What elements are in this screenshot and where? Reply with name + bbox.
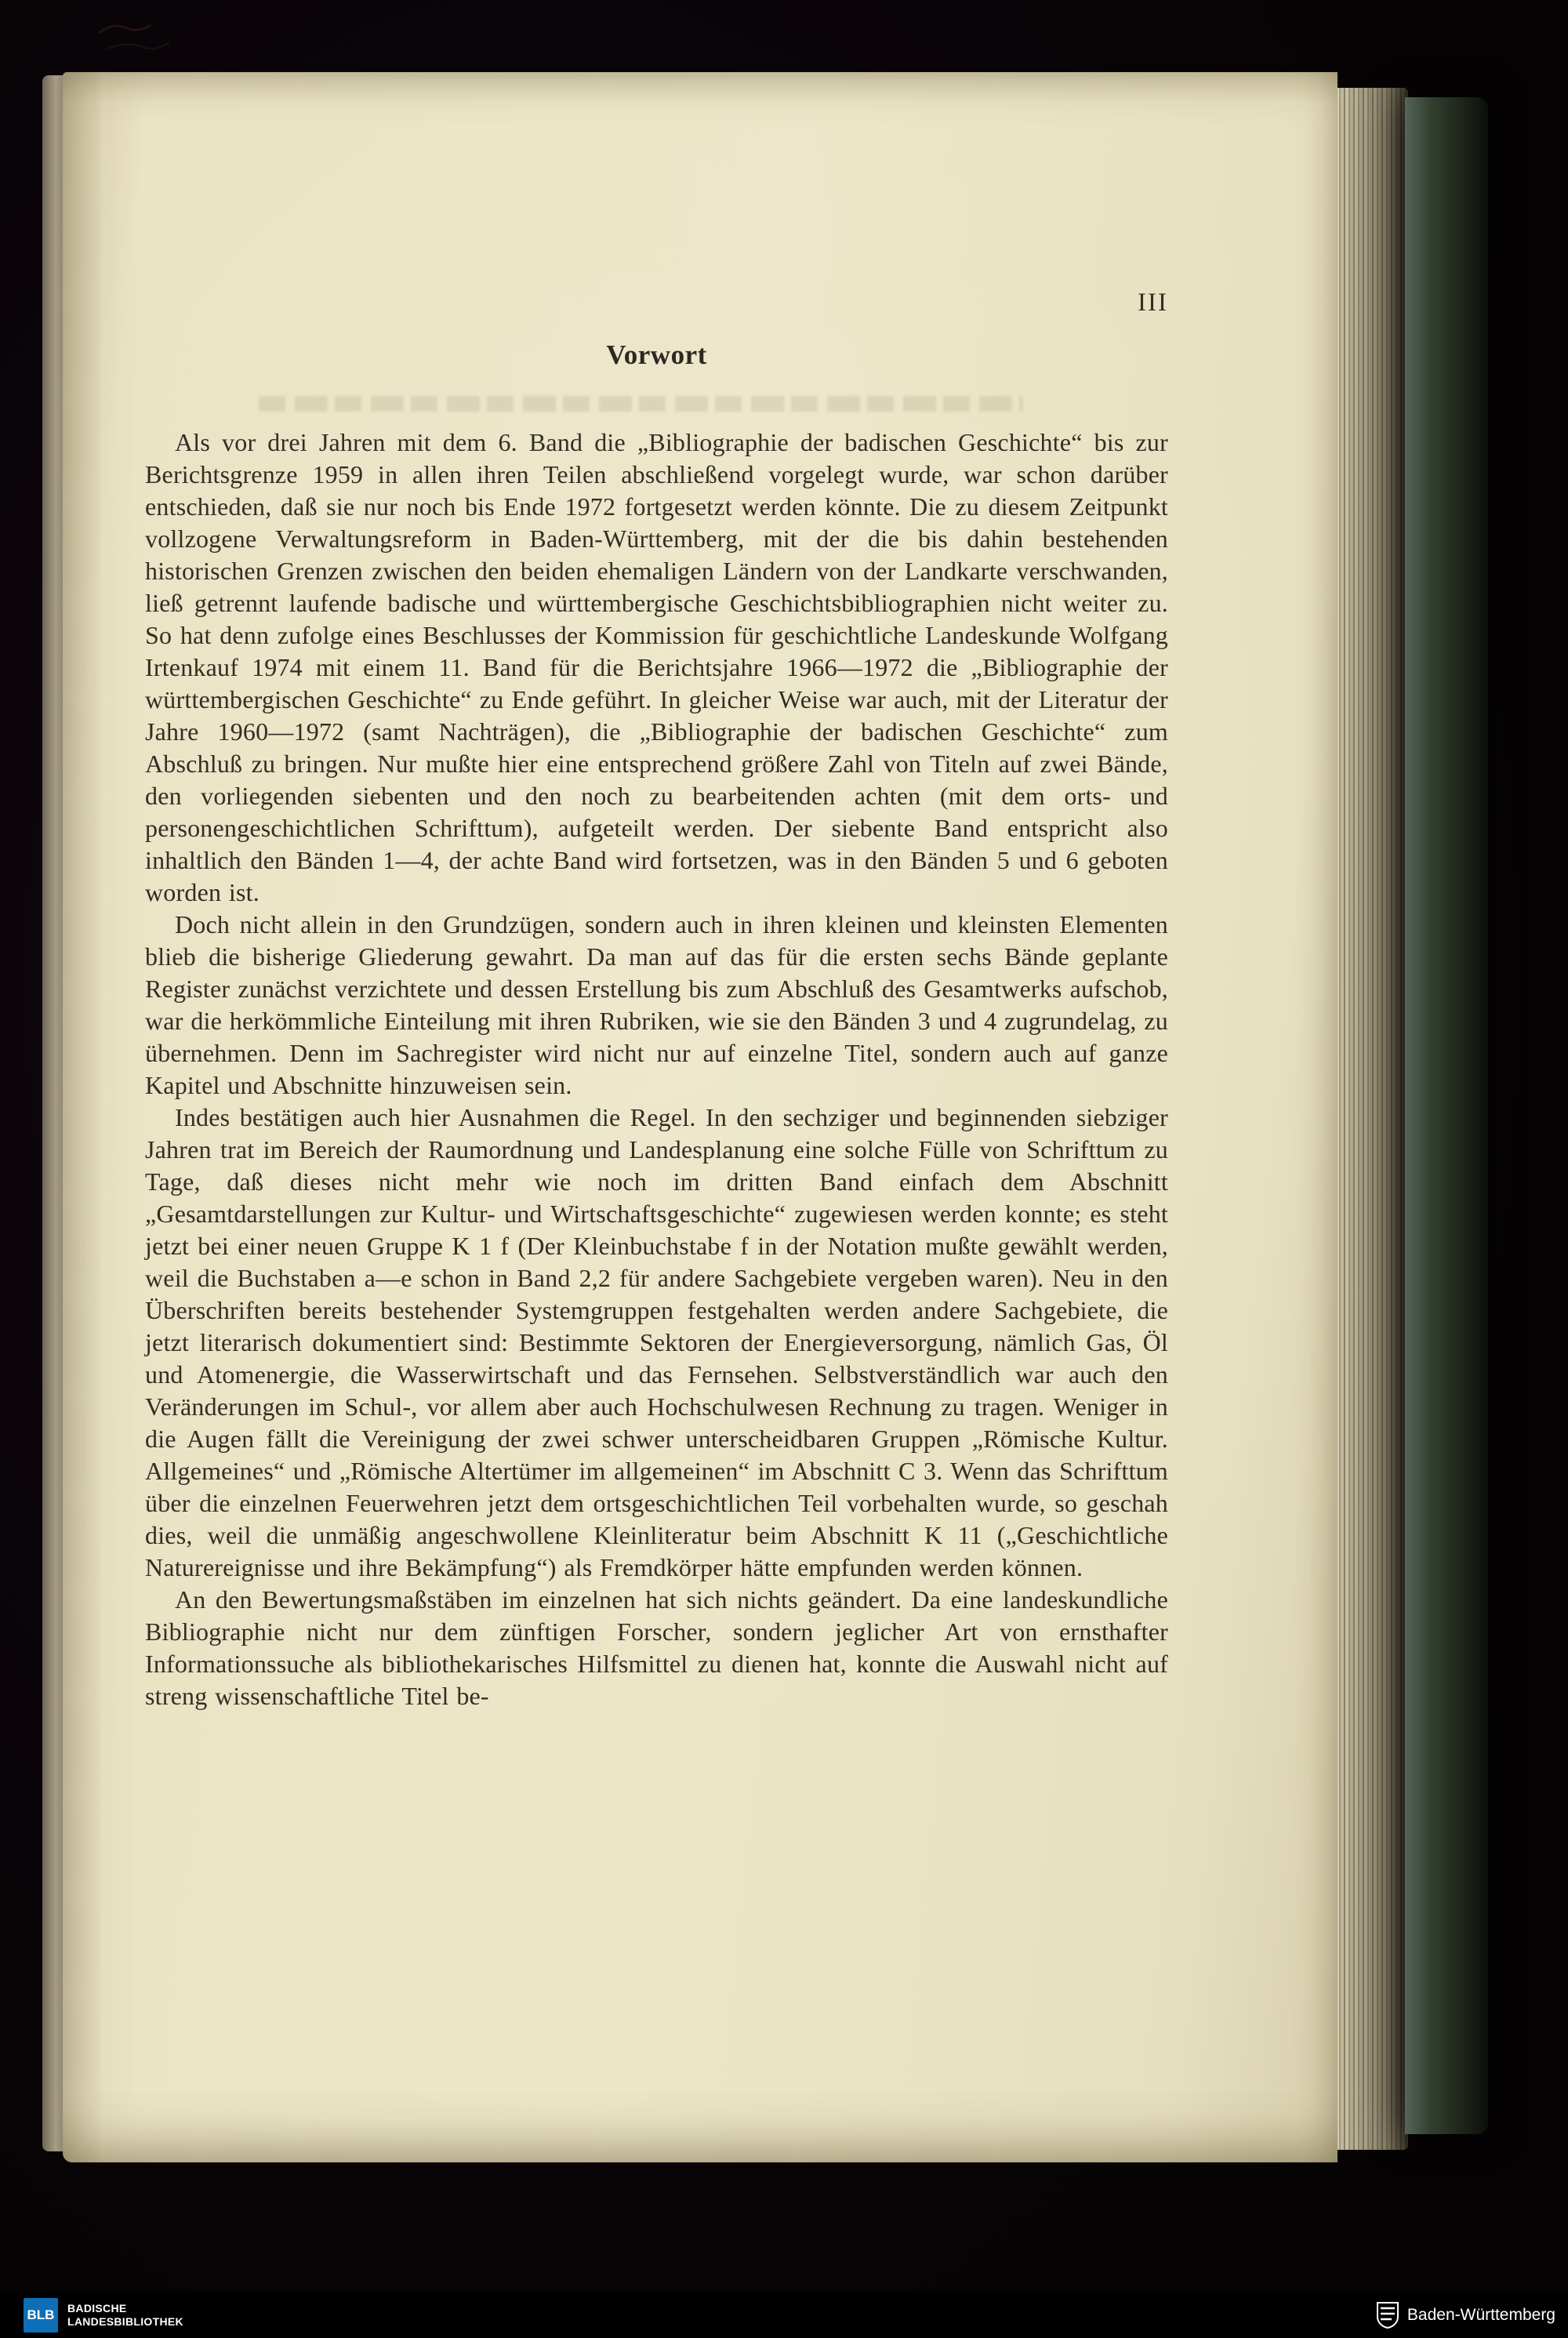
library-name-line1: BADISCHE [67, 2301, 127, 2314]
page-number: III [1138, 289, 1168, 317]
show-through-text [259, 396, 1023, 412]
body-text [145, 427, 1168, 1712]
paragraph-4: An den Bewertungsmaßstäben im einzelnen hat sich nichts geändert. Da eine landeskundliche Bibliographie nicht nur dem zünftigen Forscher, sondern jeglicher Art von ernsthafter Informationssuche als bibliothekarisches Hilfsmittel zu dienen hat, konnte die Auswahl nicht auf streng wissenschaftliche Titel be- [145, 1585, 1168, 1710]
footer-bar [0, 2293, 1568, 2338]
baden-wuerttemberg-crest-icon [1376, 2301, 1399, 2329]
paragraph-3: Indes bestätigen auch hier Ausnahmen die Regel. In den sechziger und beginnenden siebziger Jahren trat im Bereich der Raumordnung und Landesplanung eine solche Fülle von Schrifttum zu Tage, daß dieses nicht mehr wie noch im dritten Band einfach dem Abschnitt „Gesamtdarstellungen zur Kultur- und Wirtschaftsgeschichte“ zugewiesen werden konnte; es steht jetzt bei einer neuen Gruppe K 1 f (Der Kleinbuchstabe f in der Notation mußte gewählt werden, weil die Buchstaben a—e schon in Band 2,2 für andere Sachgebiete vergeben waren). Neu in den Überschriften bereits bestehender Systemgruppen festgehalten werden andere Sachgebiete, die jetzt literarisch dokumentiert sind: Bestimmte Sektoren der Energieversorgung, nämlich Gas, Öl und Atomenergie, die Wasserwirtschaft und das Fernsehen. Selbstverständlich war auch den Veränderungen im Schul-, vor allem aber auch Hochschulwesen Rechnung zu tragen. Weniger in die Augen fällt die Vereinigung der zwei schwer unterscheidbaren Gruppen „Römische Kultur. Allgemeines“ und „Römische Altertümer im allgemeinen“ im Abschnitt C 3. Wenn das Schrifttum über die einzelnen Feuerwehren jetzt dem ortsgeschichtlichen Teil vorbehalten wurde, so geschah dies, weil die unmäßig angeschwollene Kleinliteratur beim Abschnitt K 11 („Geschichtliche Naturereignisse und ihre Bekämpfung“) als Fremdkörper hätte empfunden werden können. [145, 1103, 1168, 1581]
book-cover [1405, 97, 1488, 2134]
book-page [63, 72, 1338, 2162]
library-name-line2: LANDESBIBLIOTHEK [67, 2315, 183, 2328]
page-title: Vorwort [606, 339, 707, 370]
state-branding [1376, 2301, 1555, 2329]
paragraph-2: Doch nicht allein in den Grundzügen, sondern auch in ihren kleinen und kleinsten Elementen blieb die bisherige Gliederung gewahrt. Da man auf das für die ersten sechs Bände geplante Register zunächst verzichtete und dessen Erstellung bis zum Abschluß des Gesamtwerks aufschob, war die herkömmliche Einteilung mit ihren Rubriken, wie sie den Bänden 3 und 4 zugrundelag, zu übernehmen. Denn im Sachregister wird nicht nur auf einzelne Titel, sondern auch auf ganze Kapitel und Abschnitte hinzuweisen sein. [145, 910, 1168, 1099]
blb-logo: BLB [24, 2298, 58, 2333]
underlying-page-edge [42, 75, 64, 2151]
library-branding [24, 2298, 183, 2333]
pencil-marks [93, 9, 234, 64]
page-stack-edges [1336, 88, 1408, 2150]
state-label: Baden-Württemberg [1406, 2306, 1555, 2324]
paragraph-1: Als vor drei Jahren mit dem 6. Band die „Bibliographie der badischen Geschichte“ bis zur Berichtsgrenze 1959 in allen ihren Teilen abschließend vorgelegt wurde, war schon darüber entschieden, daß sie nur noch bis Ende 1972 fortgesetzt werden könnte. Die zu diesem Zeitpunkt vollzogene Verwaltungsreform in Baden-Württemberg, mit der die bis dahin bestehenden historischen Grenzen zwischen den beiden ehemaligen Ländern von der Landkarte verschwanden, ließ getrennt laufende badische und württembergische Geschichtsbibliographien nicht weiter zu. So hat denn zufolge eines Beschlusses der Kommission für geschichtliche Landeskunde Wolfgang Irtenkauf 1974 mit einem 11. Band für die Berichtsjahre 1966—1972 die „Bibliographie der württembergischen Geschichte“ zu Ende geführt. In gleicher Weise war auch, mit der Literatur der Jahre 1960—1972 (samt Nachträgen), die „Bibliographie der badischen Geschichte“ zum Abschluß zu bringen. Nur mußte hier eine entsprechend größere Zahl von Titeln auf zwei Bände, den vorliegenden siebenten und den noch zu bearbeitenden achten (mit dem orts- und personengeschichtlichen Schrifttum), aufgeteilt werden. Der siebente Band entspricht also inhaltlich den Bänden 1—4, der achte Band wird fortsetzen, was in den Bänden 5 und 6 geboten worden ist. [145, 428, 1168, 906]
library-name [67, 2302, 183, 2329]
